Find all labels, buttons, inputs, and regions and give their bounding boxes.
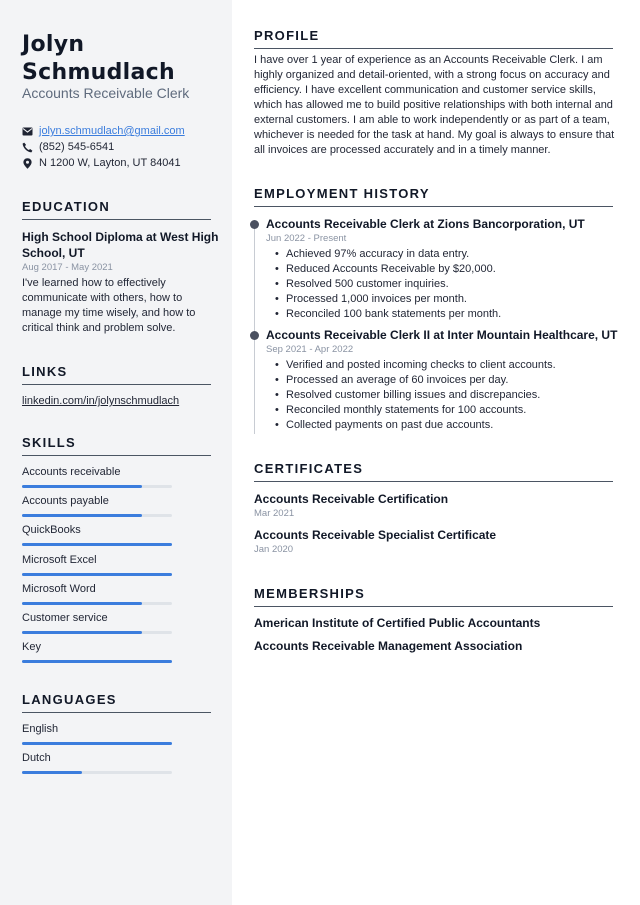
level-item-label: English	[22, 723, 59, 735]
job-bullet: • Achieved 97% accuracy in data entry.	[286, 247, 501, 262]
contact-phone-row	[22, 141, 114, 153]
level-item-label: Accounts payable	[22, 495, 109, 508]
level-bar-fill	[22, 543, 172, 546]
job-bullet: • Resolved customer billing issues and discrepancies.	[286, 388, 556, 403]
level-item	[22, 465, 172, 488]
address: N 1200 W, Layton, UT 84041	[39, 157, 181, 169]
job-bullet: • Processed an average of 60 invoices per day.	[286, 373, 556, 388]
level-item-label: Microsoft Word	[22, 582, 96, 595]
level-item-label: Dutch	[22, 752, 51, 765]
job-bullets	[286, 358, 556, 433]
level-bar-fill	[22, 485, 142, 488]
level-item	[22, 494, 172, 517]
level-bar-fill	[22, 631, 142, 634]
education-heading: EDUCATION	[22, 199, 211, 220]
candidate-name: Jolyn Schmudlach	[22, 32, 175, 85]
level-bar	[22, 514, 172, 517]
job-dates: Jun 2022 - Present	[266, 233, 347, 244]
level-item	[22, 582, 172, 605]
job-bullet: • Reduced Accounts Receivable by $20,000.	[286, 262, 501, 277]
location-pin-icon	[22, 158, 33, 169]
certificate-name: Accounts Receivable Certification	[254, 492, 449, 506]
level-bar	[22, 631, 172, 634]
education-description: I've learned how to effectively communicate with others, how to manage my time wisely, and how to critical think and problem solve.	[22, 277, 196, 334]
phone-icon	[22, 142, 33, 153]
level-bar	[22, 742, 172, 745]
level-item-label: QuickBooks	[22, 524, 81, 537]
skills-heading: SKILLS	[22, 435, 211, 456]
job-dates: Sep 2021 - Apr 2022	[266, 344, 354, 355]
phone-number: (852) 545-6541	[39, 141, 115, 153]
level-bar-fill	[22, 514, 142, 517]
contact-email-row	[22, 125, 185, 137]
job-bullet: • Verified and posted incoming checks to client accounts.	[286, 358, 556, 373]
certificate-date: Mar 2021	[254, 508, 295, 519]
level-bar	[22, 602, 172, 605]
level-item-label: Microsoft Excel	[22, 553, 97, 566]
certificate-date: Jan 2020	[254, 544, 294, 555]
level-bar-fill	[22, 602, 142, 605]
level-bar-fill	[22, 742, 172, 745]
level-item-label: Customer service	[22, 612, 108, 624]
level-item	[22, 523, 172, 546]
level-bar	[22, 543, 172, 546]
timeline-dot	[250, 331, 259, 340]
level-item	[22, 611, 172, 634]
level-bar-fill	[22, 573, 172, 576]
languages-heading: LANGUAGES	[22, 692, 211, 713]
job-bullets	[286, 247, 501, 322]
links-heading: LINKS	[22, 364, 211, 385]
level-item	[22, 751, 172, 774]
linkedin-link[interactable]: linkedin.com/in/jolynschmudlach	[22, 395, 180, 407]
job-bullet: • Processed 1,000 invoices per month.	[286, 292, 501, 307]
job-bullet: • Collected payments on past due accounts.	[286, 418, 556, 433]
job-bullet: • Reconciled 100 bank statements per month.	[286, 307, 501, 322]
job-bullet: • Resolved 500 customer inquiries.	[286, 277, 501, 292]
level-item	[22, 640, 172, 663]
timeline-line	[254, 222, 255, 434]
level-item	[22, 722, 172, 745]
certificates-heading: CERTIFICATES	[254, 461, 613, 482]
membership-item: Accounts Receivable Management Association	[254, 639, 523, 653]
education-degree: High School Diploma at West High School, UT	[22, 230, 219, 260]
contact-address-row	[22, 157, 181, 169]
profile-heading: PROFILE	[254, 28, 613, 49]
level-bar	[22, 771, 172, 774]
certificate-name: Accounts Receivable Specialist Certificate	[254, 528, 497, 542]
job-title: Accounts Receivable Clerk II at Inter Mountain Healthcare, UT	[266, 328, 618, 342]
job-title: Accounts Receivable Clerk at Zions Bancorporation, UT	[266, 217, 585, 231]
level-bar-fill	[22, 771, 82, 774]
envelope-icon	[22, 126, 33, 137]
level-bar	[22, 573, 172, 576]
memberships-heading: MEMBERSHIPS	[254, 586, 613, 607]
level-bar-fill	[22, 660, 172, 663]
level-item	[22, 553, 172, 576]
employment-heading: EMPLOYMENT HISTORY	[254, 186, 613, 207]
level-item-label: Accounts receivable	[22, 466, 121, 478]
profile-text: I have over 1 year of experience as an Accounts Receivable Clerk. I am highly organized and detail-oriented, with a strong focus on accuracy and efficiency. I have excellent communication and customer service skills, which has allowed me to build positive relationships with both internal and external customers. I am able to work independently or as part of a team, whichever is needed for the task at hand. My goal is always to ensure that all invoices are processed accurately and in a timely manner.	[254, 54, 615, 156]
membership-item: American Institute of Certified Public Accountants	[254, 616, 541, 630]
candidate-job-title: Accounts Receivable Clerk	[22, 85, 190, 101]
level-bar	[22, 485, 172, 488]
education-dates: Aug 2017 - May 2021	[22, 262, 113, 273]
job-bullet: • Reconciled monthly statements for 100 accounts.	[286, 403, 556, 418]
level-item-label: Key	[22, 641, 41, 654]
email-link[interactable]: jolyn.schmudlach@gmail.com	[39, 125, 185, 137]
level-bar	[22, 660, 172, 663]
timeline-dot	[250, 220, 259, 229]
